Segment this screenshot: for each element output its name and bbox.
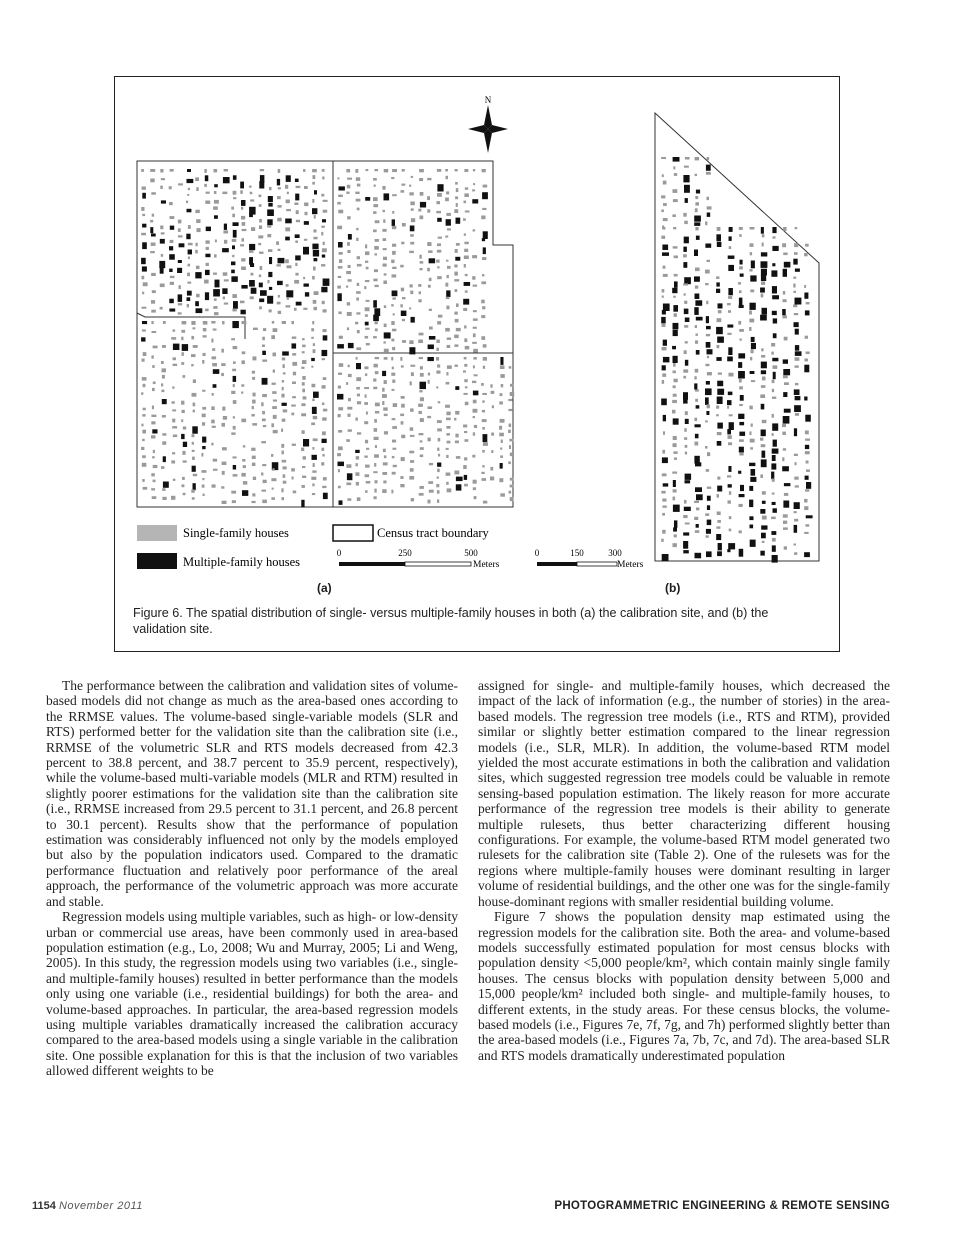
svg-text:0: 0 xyxy=(336,548,342,558)
right-paragraph-1: assigned for single- and multiple-family houses, which decreased the impact of the lack of information (e.g., the number of stories) in the area-based models. The regression tree models (i.e., RTS and RTM), provided similar or slightly better estimation compared to the linear regression models (i.e., SLR, MLR). In addition, the volume-based RTM model yielded the most accurate estimations in both the calibration and validation sites, which suggested regression tree models could be valuable in remote sensing-based population estimation. The likely reason for more accurate performance of the regression tree models is their ability to generate multiple rulesets, thus better characterizing different housing configurations. For example, the volume-based RTM model generated two rulesets for the calibration site (Table 2). One of the rulesets was for the regions where multiple-family houses were dominant resulting in larger volume of residential buildings, and the other one was for the single-family house-dominant regions with smaller residential building volume. xyxy=(478,678,890,909)
page-number: 1154 xyxy=(32,1200,56,1212)
legend-tract-label: Census tract boundary xyxy=(377,526,489,540)
figure-maps xyxy=(115,77,841,653)
map-a-buildings xyxy=(141,169,514,507)
scale-bar-a xyxy=(337,548,500,570)
journal-name: PHOTOGRAMMETRIC ENGINEERING & REMOTE SENSING xyxy=(554,1200,890,1212)
svg-text:Meters: Meters xyxy=(617,560,644,570)
left-column xyxy=(46,678,458,1079)
scale-bar-b xyxy=(535,548,644,570)
svg-text:500: 500 xyxy=(464,548,478,558)
figure-6 xyxy=(114,76,840,652)
legend-tract-swatch xyxy=(333,525,373,541)
svg-text:0: 0 xyxy=(534,548,540,558)
issue-date: November 2011 xyxy=(58,1200,143,1212)
compass-label: N xyxy=(484,95,492,105)
north-arrow-icon xyxy=(468,95,508,153)
legend-multiple-label: Multiple-family houses xyxy=(183,555,300,569)
map-b-buildings xyxy=(661,157,813,563)
legend-multiple-swatch xyxy=(137,553,177,569)
page-footer-left xyxy=(32,1200,143,1212)
panel-label-a: (a) xyxy=(317,581,332,595)
panel-label-b: (b) xyxy=(665,581,681,595)
svg-text:250: 250 xyxy=(398,548,412,558)
right-column xyxy=(478,678,890,1063)
svg-text:Meters: Meters xyxy=(473,560,500,570)
map-b-boundary xyxy=(655,113,819,561)
left-paragraph-2: Regression models using multiple variables, such as high- or low-density urban or commercial use areas, have been commonly used in area-based population estimation (e.g., Lo, 2008; Wu and Murray, 2005; Li and Weng, 2005). In this study, the regression models using two variables (i.e., single- and multiple-family houses) resulted in better performance than the models only using one variable (i.e., residential buildings) for both the area- and volume-based approaches. In particular, the area-based regression models using multiple variables dramatically increased the calibration accuracy compared to the area-based models using a single variable in the calibration site. One possible explanation for this is that the inclusion of two variables allowed different weights to be xyxy=(46,909,458,1079)
right-paragraph-2: Figure 7 shows the population density map estimated using the regression models for the calibration site. Both the area- and volume-based models successfully estimated population for most census blocks with population density <5,000 people/km², which contain mainly single family houses. The census blocks with population density between 5,000 and 15,000 people/km² included both single- and multiple-family houses, to different extents, in the study areas. For these census blocks, the volume-based models (i.e., Figures 7e, 7f, 7g, and 7h) performed slightly better than the area-based models (i.e., Figures 7a, 7b, 7c, and 7d). The area-based SLR and RTS models dramatically underestimated population xyxy=(478,909,890,1063)
svg-text:300: 300 xyxy=(608,548,622,558)
svg-text:150: 150 xyxy=(570,548,584,558)
legend-single-swatch xyxy=(137,525,177,541)
figure-caption: Figure 6. The spatial distribution of single- versus multiple-family houses in both (a) the calibration site, and (b) the validation site. xyxy=(133,606,769,636)
left-paragraph-1: The performance between the calibration and validation sites of volume-based models did not change as much as the area-based ones according to the RRMSE values. The volume-based single-variable models (SLR and RTS) performed better for the validation site than the calibration site (i.e., RRMSE of the volumetric SLR and RTS models decreased from 42.3 percent to 38.8 percent, and 38.7 percent to 35.9 percent, respectively), while the volume-based multi-variable models (MLR and RTM) resulted in slightly poorer estimations for the validation site than the calibration site (i.e., RRMSE increased from 29.5 percent to 31.1 percent, and 26.8 percent to 30.1 percent). Results show that the performance of population estimation was considerably influenced not only by the models employed but also by the population indicators used. Compared to the dramatic performance fluctuation and relatively poor performance of the areal approach, the performance of the volumetric approach was more accurate and stable. xyxy=(46,678,458,909)
legend-single-label: Single-family houses xyxy=(183,526,289,540)
